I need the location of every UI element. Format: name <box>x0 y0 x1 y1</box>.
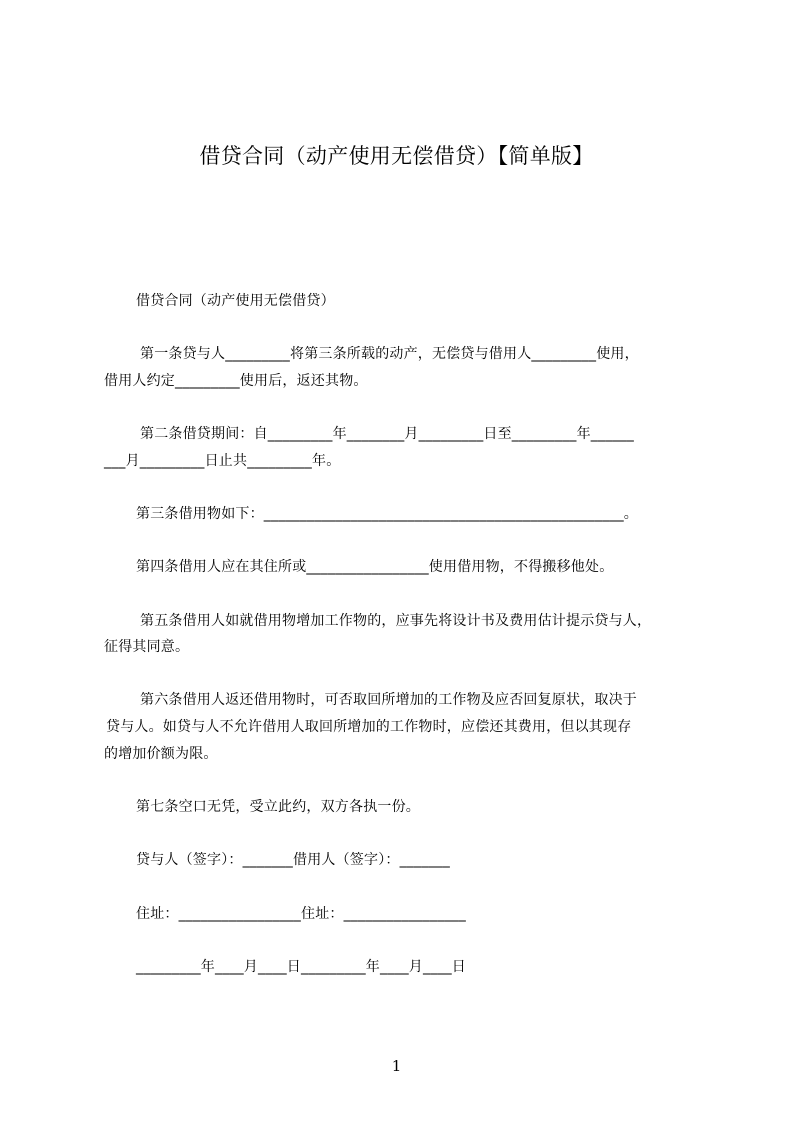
article-5-line-1: 第五条借用人如就借用物增加工作物的，应事先将设计书及费用估计提示贷与人， <box>140 613 652 629</box>
article-6-line-1: 第六条借用人返还借用物时，可否取回所增加的工作物及应否回复原状，取决于 <box>140 692 637 708</box>
contract-subtitle: 借贷合同（动产使用无偿借贷） <box>136 293 335 309</box>
article-6-line-2: 贷与人。如贷与人不允许借用人取回所增加的工作物时，应偿还其费用，但以其现存 <box>106 719 632 735</box>
article-3: 第三条借用物如下：__________________________________________________。 <box>136 506 638 522</box>
article-7: 第七条空口无凭，受立此约，双方各执一份。 <box>136 799 420 815</box>
article-1-line-1: 第一条贷与人_________将第三条所载的动产，无偿贷与借用人_________使用， <box>140 346 639 362</box>
address-line: 住址：_________________住址：_________________ <box>136 906 466 922</box>
signature-line: 贷与人（签字）：_______借用人（签字）：_______ <box>136 852 450 868</box>
date-line: _________年____月____日_________年____月____日 <box>136 959 466 975</box>
document-title: 借贷合同（动产使用无偿借贷）【简单版】 <box>199 144 594 168</box>
article-2-line-2: ___月_________日止共_________年。 <box>104 453 341 469</box>
article-4: 第四条借用人应在其住所或_________________使用借用物，不得搬移他处。 <box>136 559 614 575</box>
article-5-line-2: 征得其同意。 <box>104 639 190 655</box>
article-6-line-3: 的增加价额为限。 <box>104 746 218 762</box>
article-1-line-2: 借用人约定_________使用后，返还其物。 <box>104 373 368 389</box>
page-number: 1 <box>391 1057 402 1075</box>
article-2-line-1: 第二条借贷期间：自_________年________月_________日至_________年______ <box>140 426 634 442</box>
